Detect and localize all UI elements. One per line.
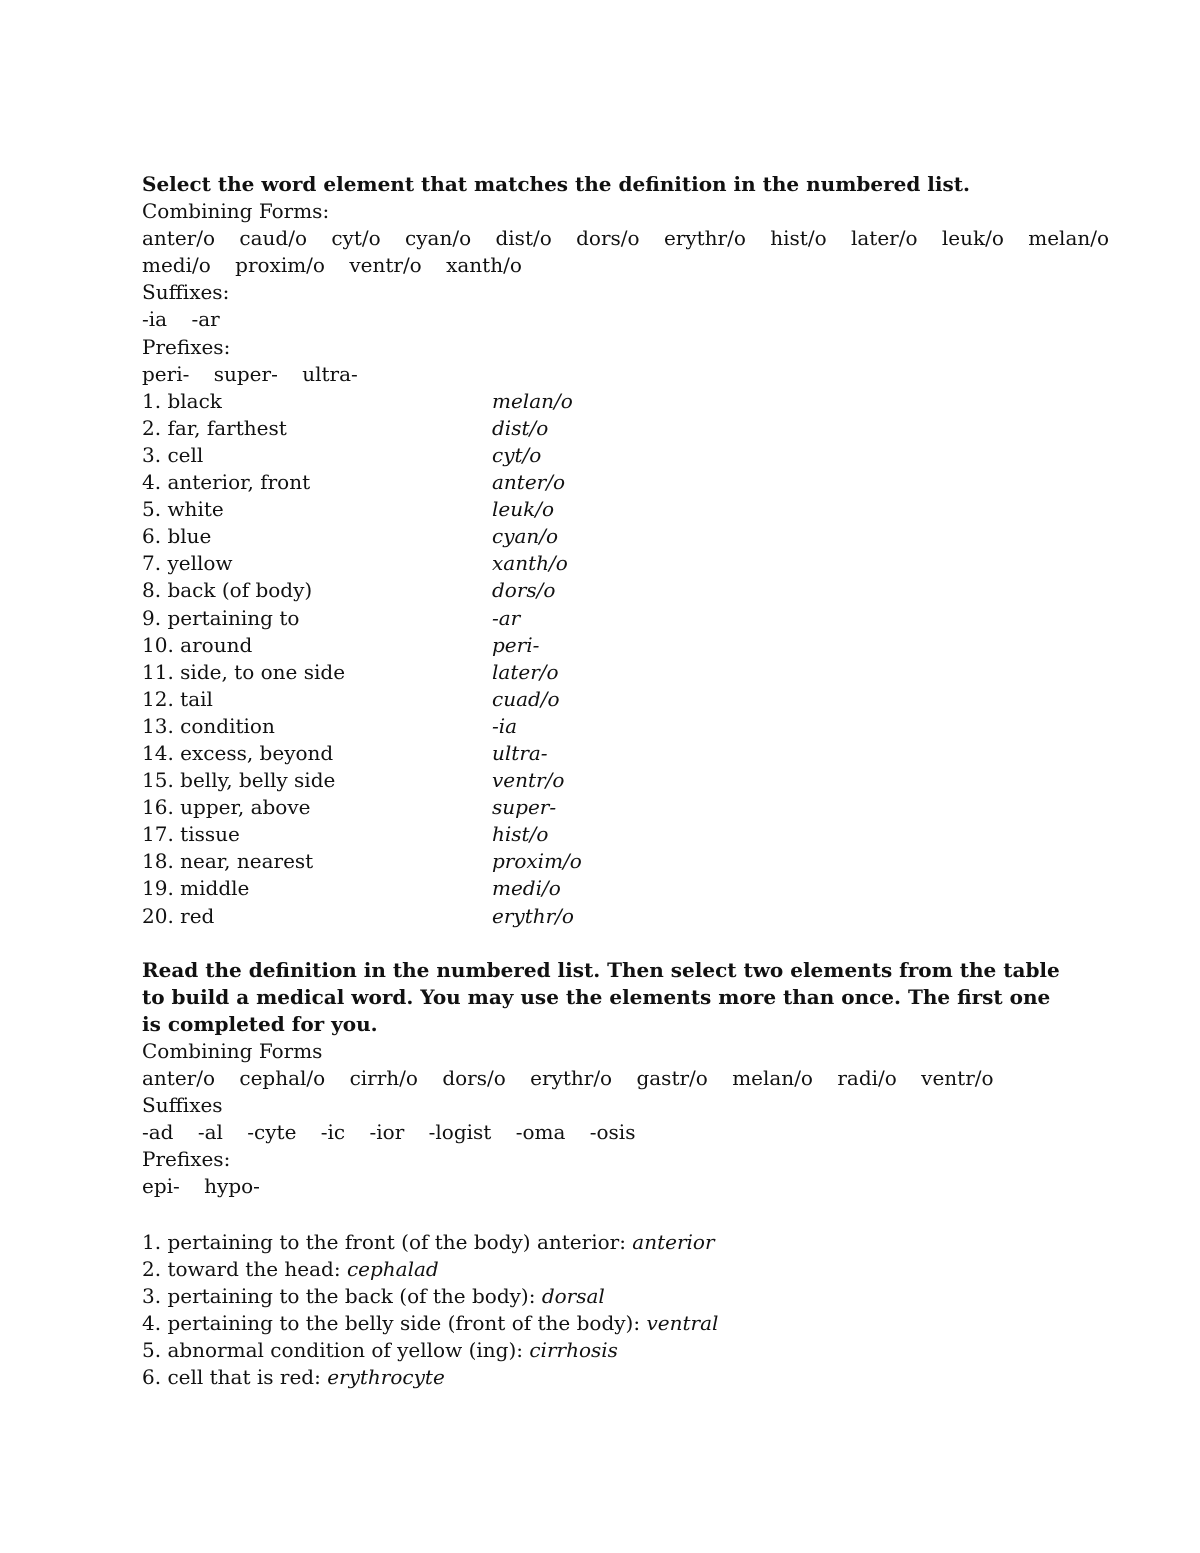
element: leuk/o <box>941 226 1004 251</box>
element: dors/o <box>576 226 640 251</box>
element: xanth/o <box>446 253 522 278</box>
list-item <box>142 1229 1072 1256</box>
list-item <box>142 442 1072 469</box>
element: super- <box>213 361 278 386</box>
element: cyt/o <box>331 226 381 251</box>
section2-list <box>142 1229 1072 1392</box>
element: cyan/o <box>405 226 472 251</box>
answer: dist/o <box>492 415 549 440</box>
answer: ultra- <box>492 740 548 765</box>
answer: medi/o <box>492 876 561 901</box>
definition: 15. belly, belly side <box>142 768 336 793</box>
element: erythr/o <box>663 226 746 251</box>
list-item <box>142 848 1072 875</box>
element: caud/o <box>239 226 307 251</box>
definition: 2. toward the head: <box>142 1256 347 1281</box>
definition: 7. yellow <box>142 551 233 576</box>
answer: super- <box>492 795 557 820</box>
definition: 11. side, to one side <box>142 659 346 684</box>
element: ventr/o <box>349 253 422 278</box>
section1-suffixes <box>142 306 1072 333</box>
list-item <box>142 1364 1072 1391</box>
list-gap <box>142 1201 1072 1229</box>
element: -oma <box>515 1120 566 1145</box>
answer: leuk/o <box>492 497 555 522</box>
list-item <box>142 713 1072 740</box>
element: gastr/o <box>636 1066 708 1091</box>
list-item <box>142 469 1072 496</box>
section2-combining-label: Combining Forms <box>142 1039 323 1063</box>
element: -ior <box>369 1120 405 1145</box>
element: cirrh/o <box>349 1066 418 1091</box>
element: melan/o <box>732 1066 813 1091</box>
answer: ventr/o <box>492 768 565 793</box>
element: melan/o <box>1028 226 1110 251</box>
list-item <box>142 496 1072 523</box>
document-page <box>142 171 1110 1391</box>
section2-prefix-label: Prefixes: <box>142 1147 231 1172</box>
answer: -ia <box>492 713 518 738</box>
answer: anter/o <box>492 470 566 495</box>
list-item <box>142 1283 1072 1310</box>
definition: 17. tissue <box>142 822 240 847</box>
answer: erythr/o <box>492 903 574 928</box>
section2-combining <box>142 1065 1072 1092</box>
list-item <box>142 903 1072 930</box>
definition: 9. pertaining to <box>142 605 300 630</box>
definition: 10. around <box>142 632 253 657</box>
element: -ar <box>191 307 220 332</box>
list-item <box>142 523 1072 550</box>
definition: 4. pertaining to the belly side (front of the body): <box>142 1310 647 1335</box>
element: -osis <box>589 1120 636 1145</box>
section1-list <box>142 388 1072 930</box>
answer: later/o <box>492 659 559 684</box>
section2-suffix-label: Suffixes <box>142 1093 223 1118</box>
section-gap <box>142 930 1072 957</box>
section1-prefixes <box>142 361 1072 388</box>
element: anter/o <box>142 1066 216 1091</box>
list-item <box>142 767 1072 794</box>
list-item <box>142 550 1072 577</box>
definition: 3. cell <box>142 442 204 467</box>
element: proxim/o <box>235 253 325 278</box>
answer: xanth/o <box>492 551 568 576</box>
definition: 16. upper, above <box>142 795 311 820</box>
list-item <box>142 686 1072 713</box>
element: epi- <box>142 1174 180 1199</box>
answer: cuad/o <box>492 686 560 711</box>
element: hypo- <box>204 1174 260 1199</box>
definition: 3. pertaining to the back (of the body): <box>142 1283 542 1308</box>
list-item <box>142 632 1072 659</box>
element: -ad <box>142 1120 174 1145</box>
section1-heading: Select the word element that matches the definition in the numbered list. <box>142 172 970 196</box>
definition: 1. pertaining to the front (of the body) anterior: <box>142 1229 633 1254</box>
section1-suffix-label: Suffixes: <box>142 280 230 305</box>
element: radi/o <box>837 1066 897 1091</box>
element: dors/o <box>442 1066 506 1091</box>
definition: 20. red <box>142 903 215 928</box>
list-item <box>142 605 1072 632</box>
element: ultra- <box>302 361 358 386</box>
element: -cyte <box>247 1120 297 1145</box>
answer: cephalad <box>346 1256 439 1281</box>
answer: anterior <box>632 1229 715 1254</box>
definition: 5. abnormal condition of yellow (ing): <box>142 1337 530 1362</box>
element: erythr/o <box>530 1066 613 1091</box>
element: medi/o <box>142 253 211 278</box>
element: -ic <box>320 1120 346 1145</box>
element: -al <box>197 1120 223 1145</box>
list-item <box>142 875 1072 902</box>
answer: dorsal <box>541 1283 605 1308</box>
answer: ventral <box>646 1310 719 1335</box>
answer: melan/o <box>492 388 573 413</box>
answer: proxim/o <box>492 849 582 874</box>
element: -logist <box>428 1120 492 1145</box>
section1-combining-line1 <box>142 225 1110 252</box>
list-item <box>142 577 1072 604</box>
list-item <box>142 1310 1072 1337</box>
list-item <box>142 659 1072 686</box>
element: ventr/o <box>921 1066 994 1091</box>
element: dist/o <box>495 226 552 251</box>
element: peri- <box>142 361 190 386</box>
list-item <box>142 740 1072 767</box>
definition: 6. cell that is red: <box>142 1365 328 1390</box>
section2-prefixes <box>142 1173 1072 1200</box>
definition: 13. condition <box>142 713 275 738</box>
answer: cyt/o <box>492 442 542 467</box>
definition: 8. back (of body) <box>142 578 313 603</box>
section2-suffixes <box>142 1119 1072 1146</box>
list-item <box>142 1256 1072 1283</box>
definition: 18. near, nearest <box>142 849 314 874</box>
definition: 2. far, farthest <box>142 415 287 440</box>
list-item <box>142 388 1072 415</box>
answer: erythrocyte <box>327 1365 445 1390</box>
answer: cirrhosis <box>529 1337 618 1362</box>
section2-heading: Read the definition in the numbered list. Then select two elements from the table to build a medical word. You may use the elements more than once. The first one is completed for you. <box>142 957 1060 1036</box>
element: cephal/o <box>239 1066 326 1091</box>
answer: dors/o <box>492 578 556 603</box>
definition: 1. black <box>142 388 222 413</box>
definition: 4. anterior, front <box>142 470 311 495</box>
section1-combining-label: Combining Forms: <box>142 199 330 224</box>
answer: -ar <box>492 605 521 630</box>
answer: peri- <box>492 632 540 657</box>
definition: 6. blue <box>142 524 212 549</box>
section1-combining-line2 <box>142 252 1072 279</box>
element: -ia <box>142 307 168 332</box>
element: later/o <box>850 226 918 251</box>
list-item <box>142 821 1072 848</box>
list-item <box>142 415 1072 442</box>
list-item <box>142 794 1072 821</box>
element: hist/o <box>770 226 827 251</box>
list-item <box>142 1337 1072 1364</box>
answer: hist/o <box>492 822 549 847</box>
definition: 19. middle <box>142 876 250 901</box>
section1-prefix-label: Prefixes: <box>142 334 231 359</box>
definition: 5. white <box>142 497 224 522</box>
definition: 12. tail <box>142 686 213 711</box>
answer: cyan/o <box>492 524 559 549</box>
definition: 14. excess, beyond <box>142 740 334 765</box>
element: anter/o <box>142 226 216 251</box>
